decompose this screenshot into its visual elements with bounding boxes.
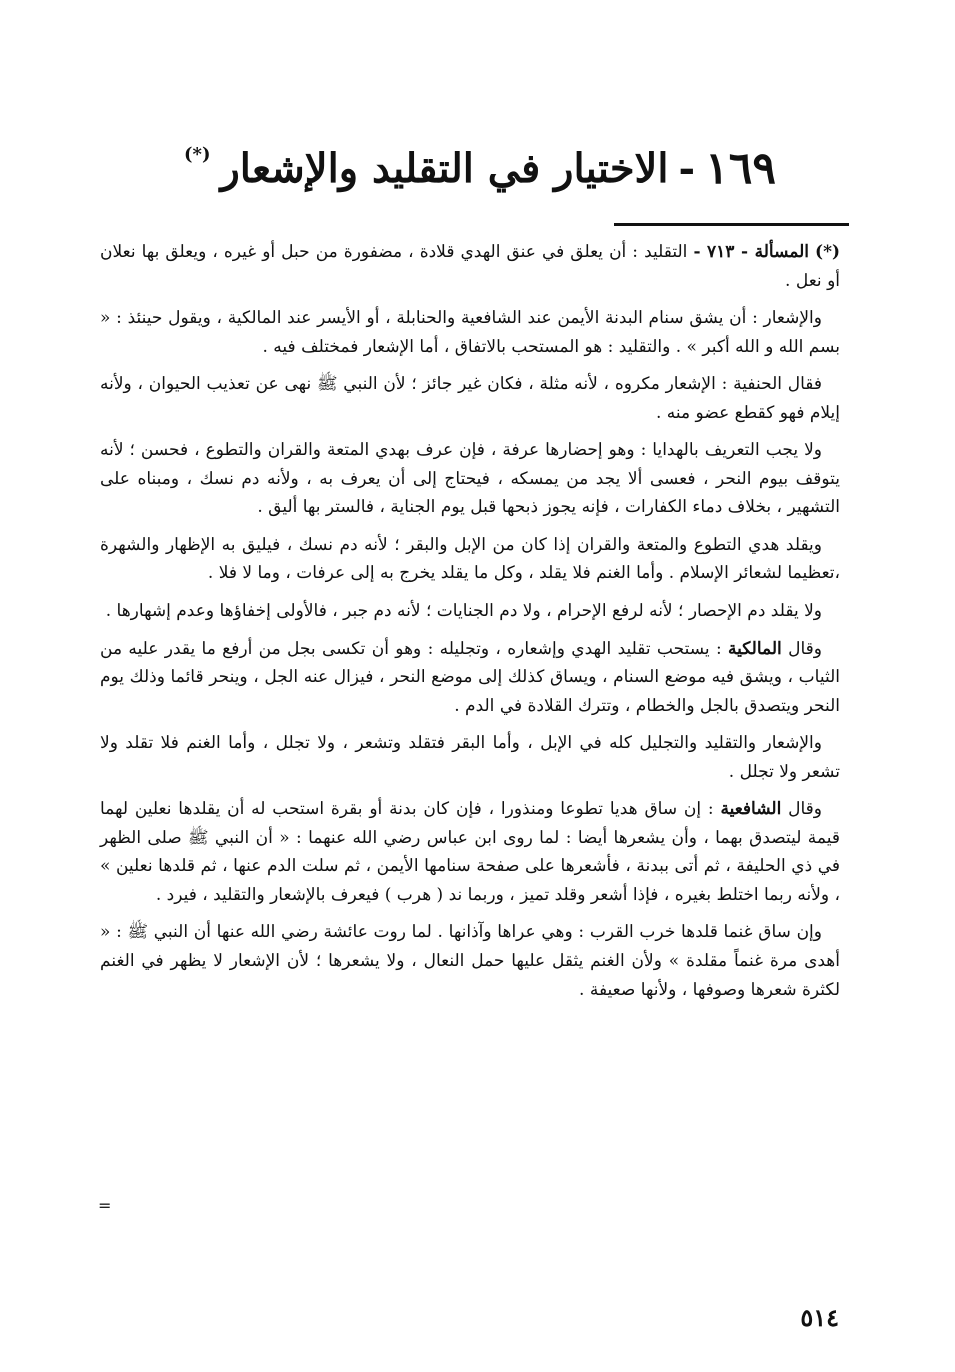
footnote-text [100, 238, 840, 1238]
paragraph-definition-ishaar [100, 304, 840, 361]
paragraph-taqlid-hady [100, 531, 840, 588]
paragraph-text: ولا يقلد دم الإحصار ؛ لأنه لرفع الإحرام ، ولا دم الجنايات ؛ لأنه دم جبر ، فالأولى إخفاؤها وعدم إشهارها . [105, 601, 822, 622]
paragraph-definition-taqlid [100, 238, 840, 295]
paragraph-text: فقال الحنفية : الإشعار مكروه ، لأنه مثلة ، فكان غير جائز ؛ لأن النبي ﷺ نهى عن تعذيب الحيوان ، ولأنه إيلام فهو كقطع عضو منه . [100, 374, 840, 423]
issue-label: المسألة - ٧١٣ - [693, 242, 809, 262]
page-number: ٥١٤ [800, 1303, 839, 1332]
section-number: ١٦٩ [705, 143, 776, 194]
paragraph-tajlil [100, 729, 840, 786]
section-title: الاختيار في التقليد والإشعار [220, 145, 669, 192]
section-dash: - [678, 145, 696, 192]
section-heading [170, 134, 790, 204]
paragraph-lead: وقال [788, 638, 822, 659]
footnote-separator-rule [614, 223, 849, 226]
school-label: المالكية [728, 638, 782, 659]
paragraph-text: ويقلد هدي التطوع والمتعة والقران إذا كان من الإبل والبقر ؛ لأنه دم نسك ، فيليق به الإظهار والشهرة ،تعظيما لشعائر الإسلام . وأما الغنم فلا يقلد ، وكل ما يقلد يخرج به إلى عرفات ، وما لا فلا . [100, 534, 840, 584]
paragraph-marker: (*) [815, 242, 841, 262]
paragraph-text: والإشعار والتقليد والتجليل كله في الإبل ، وأما البقر فتقلد وتشعر ، ولا تجلل ، وأما الغنم فلا تقلد ولا تشعر ولا تجلل . [100, 733, 840, 782]
footnote-marker: (*) [184, 144, 211, 165]
paragraph-maliki [100, 635, 840, 721]
paragraph-ghanam [100, 918, 840, 1004]
paragraph-lead: وقال [788, 799, 822, 820]
paragraph-text: : يستحب تقليد الهدي وإشعاره ، وتجليله : وهو أن تكسى بجل من أرفع ما يقدر عليه من الثياب ، ويشق فيه موضع السنام ، ويساق كذلك إلى موضع النحر ، فيزال عنه الجل ، وينحر قائما وذلك يوم النحر ويتصدق بالجل والخطام ، وتترك القلادة في الدم . [100, 638, 840, 716]
paragraph-shafii [100, 795, 840, 909]
paragraph-hanafi [100, 370, 840, 427]
paragraph-text: : إن ساق هديا تطوعا ومنذورا ، فإن كان بدنة أو بقرة استحب له أن يقلدها نعلين لهما قيمة ليتصدق بهما ، وأن يشعرها أيضا : لما روى ابن عباس رضي الله عنهما : « أن النبي ﷺ صلى الظهر في ذي الحليفة ، ثم أتى ببدنة ، فأشعرها على صفحة سنامها الأيمن ، ثم سلت الدم عنها ، ثم قلدها نعلين » ، ولأنه ربما اختلط بغيره ، فإذا أشعر وقلد تميز ، وربما ند ( هرب ) فيعرف بالإشعار والتقليد ، فيرد . [100, 799, 840, 905]
school-label: الشافعية [720, 799, 782, 820]
continuation-mark: = [98, 1196, 112, 1215]
paragraph-tarif [100, 436, 840, 522]
paragraph-text: التقليد : أن يعلق في عنق الهدي قلادة ، مضفورة من حبل أو غيره ، ويعلق بها نعلان أو نعل . [100, 242, 840, 291]
paragraph-text: والإشعار : أن يشق سنام البدنة الأيمن عند الشافعية والحنابلة ، أو الأيسر عند المالكية ، ويقول حينئذ : « بسم الله و الله أكبر » . والتقليد : هو المستحب بالاتفاق ، أما الإشعار فمختلف فيه . [100, 308, 840, 357]
paragraph-text: ولا يجب التعريف بالهدايا : وهو إحضارها عرفة ، فإن عرف بهدي المتعة والقران والتطوع ، فحسن ؛ لأنه يتوقف بيوم النحر ، فعسى ألا يجد من يمسكه ، فيحتاج إلى أن يعرف به ، ولأنه دم نسك ، ومبناه على التشهير ، بخلاف دماء الكفارات ، فإنه يجوز ذبحها قبل يوم الجناية ، فالستر بها أليق . [100, 440, 840, 518]
paragraph-text: وإن ساق غنما قلدها خرب القرب : وهي عراها وآذانها . لما روت عائشة رضي الله عنها أن النبي ﷺ : « أهدى مرة غنماً مقلدة » ولأن الغنم يثقل عليها حمل النعال ، ولا يشعرها ؛ لأن الإشعار لا يظهر في الغنم لكثرة شعرها وصوفها ، ولأنها صعيفة . [100, 922, 840, 1000]
paragraph-ihsar [100, 597, 840, 626]
